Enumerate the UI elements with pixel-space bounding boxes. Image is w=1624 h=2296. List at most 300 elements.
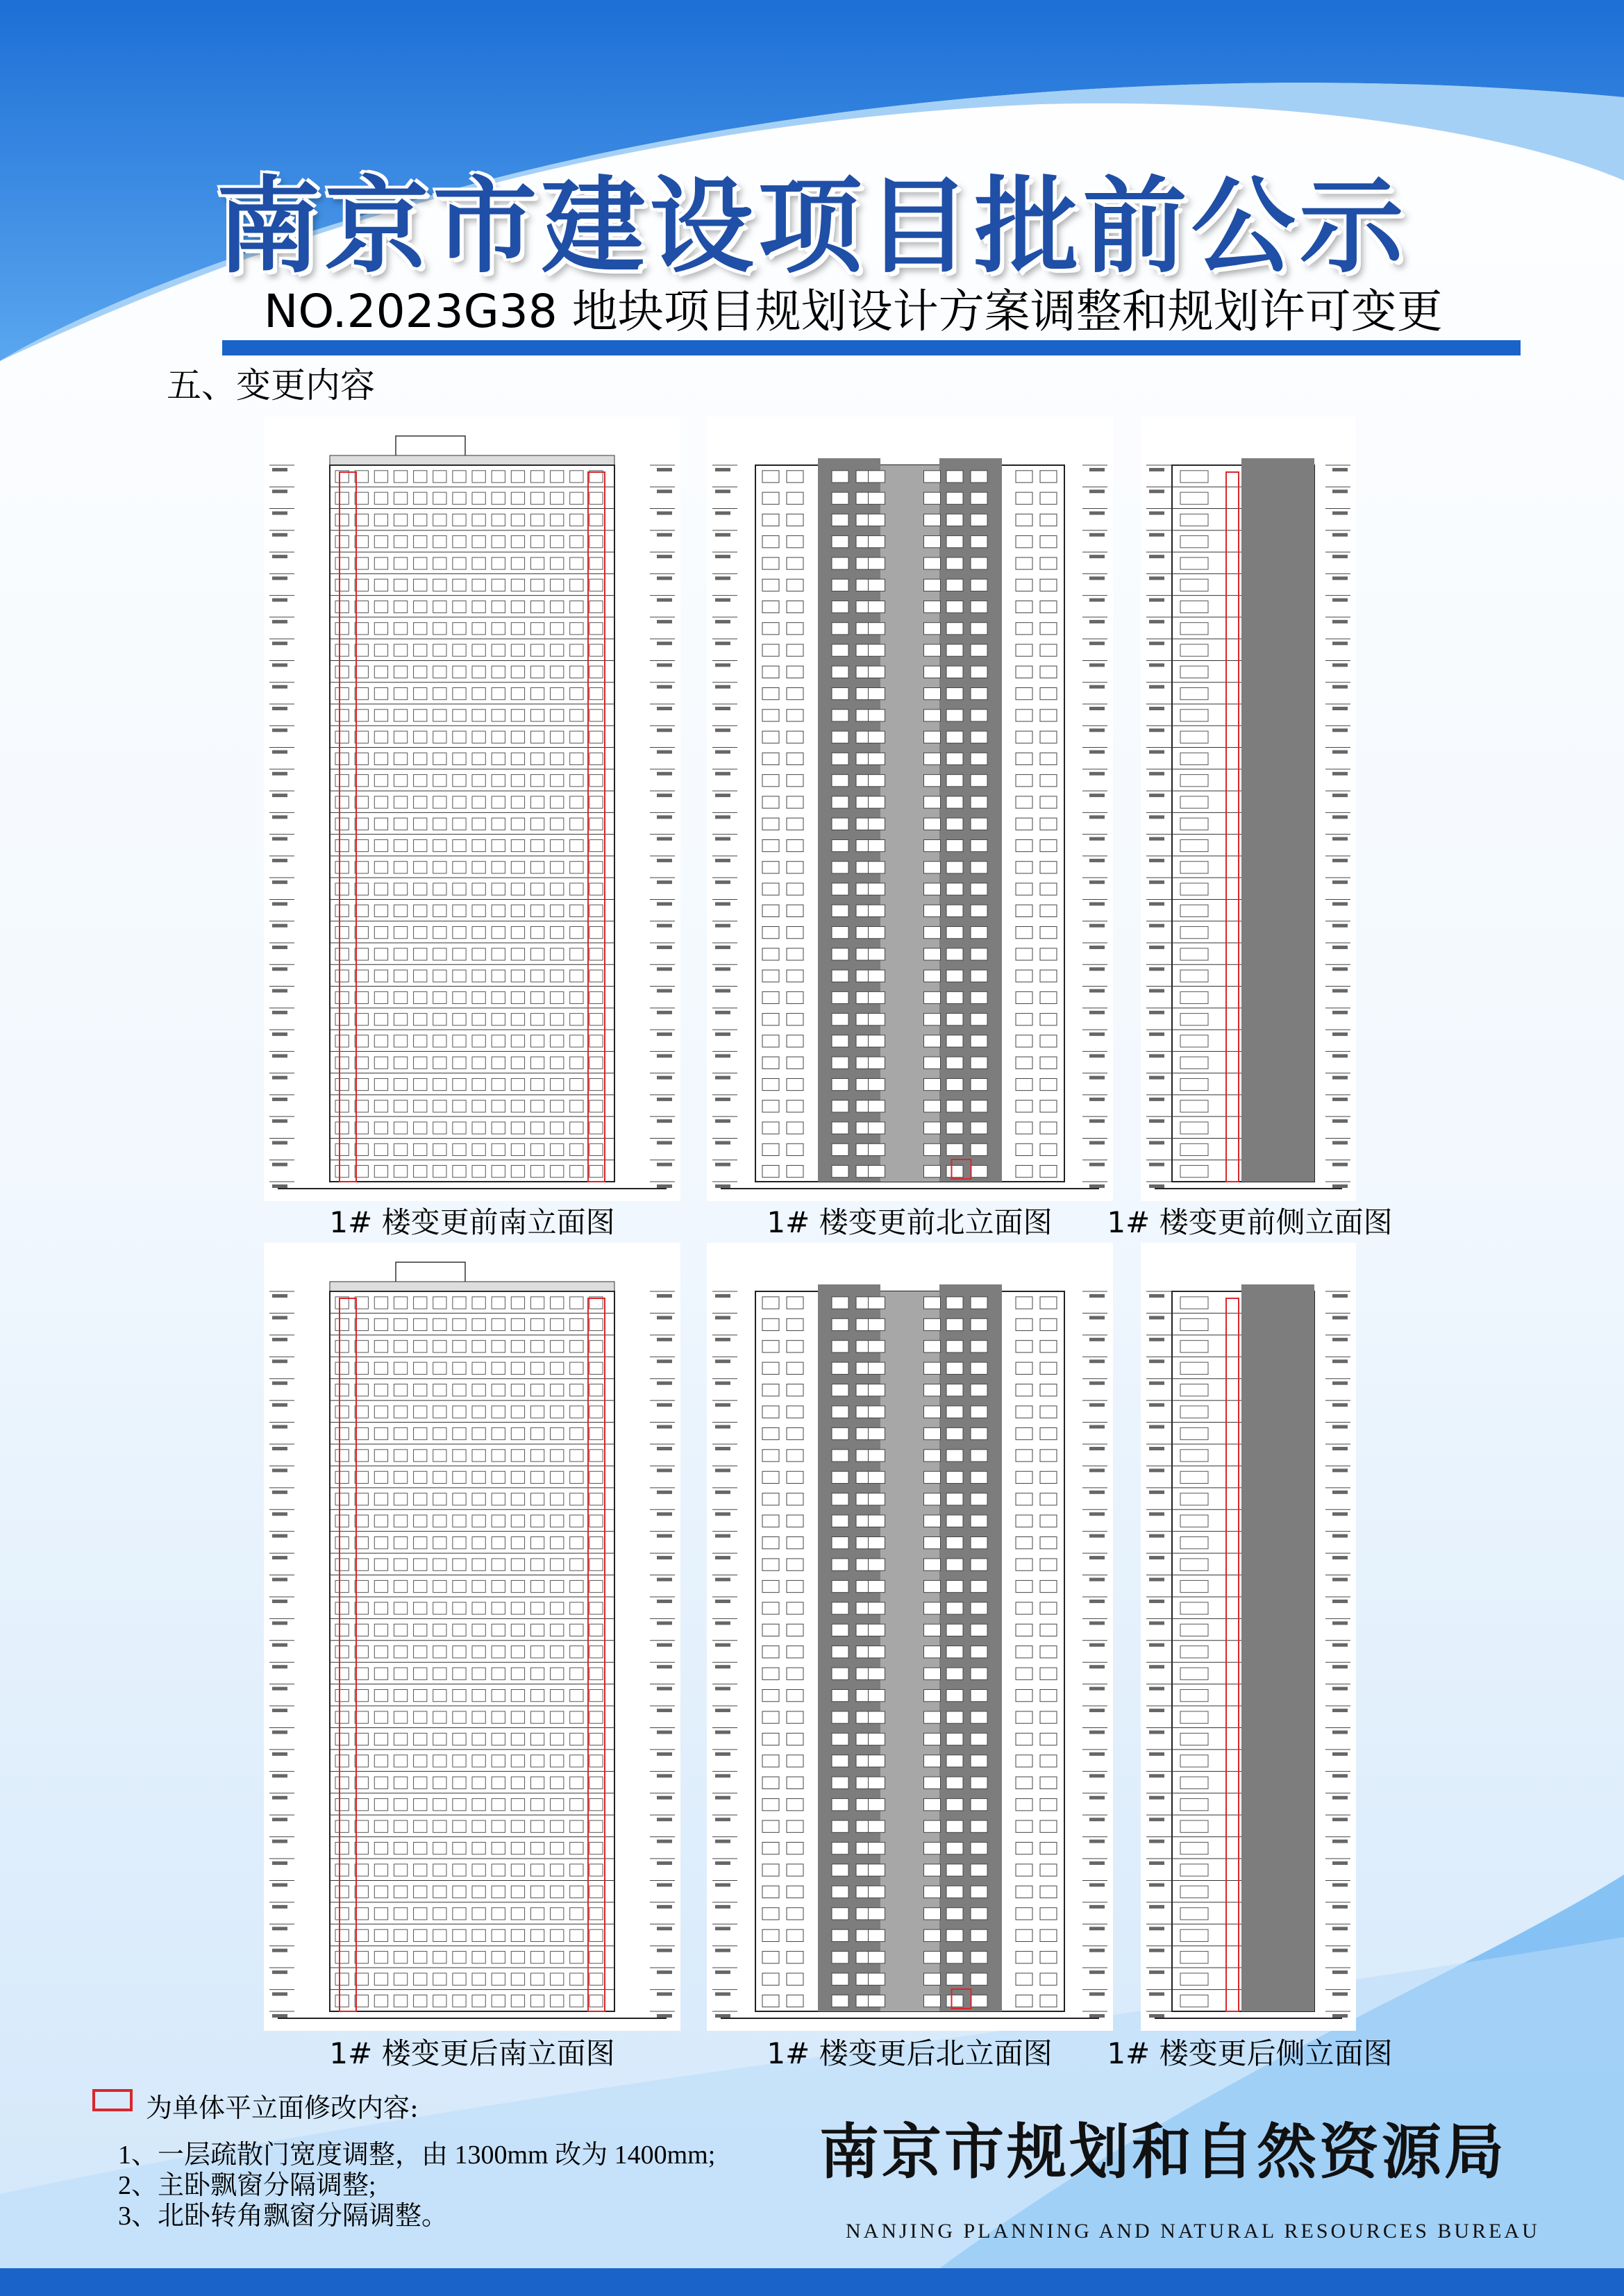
- window: [787, 1602, 803, 1614]
- level-label-mark: [1332, 1665, 1348, 1668]
- window: [762, 1450, 779, 1461]
- window: [971, 536, 987, 548]
- window: [1016, 558, 1032, 569]
- window: [832, 818, 848, 830]
- window: [946, 1624, 963, 1636]
- window: [832, 1820, 848, 1832]
- window: [971, 1755, 987, 1767]
- window: [1016, 1799, 1032, 1811]
- window: [869, 1624, 885, 1636]
- level-label-mark: [657, 837, 672, 841]
- window: [762, 710, 779, 721]
- level-label-mark: [1149, 1163, 1164, 1166]
- window: [762, 796, 779, 808]
- level-label-mark: [1332, 1403, 1348, 1407]
- level-label-mark: [657, 1119, 672, 1123]
- window: [787, 1689, 803, 1701]
- window: [762, 1035, 779, 1047]
- level-label-mark: [272, 1949, 287, 1952]
- window: [946, 1711, 963, 1723]
- level-label-mark: [1332, 1927, 1348, 1930]
- level-label-mark: [715, 1447, 730, 1450]
- window: [832, 796, 848, 808]
- level-label-mark: [715, 1338, 730, 1341]
- window: [762, 1100, 779, 1112]
- window: [762, 1602, 779, 1614]
- window: [869, 970, 885, 982]
- window: [924, 1450, 941, 1461]
- level-label-mark: [1149, 751, 1164, 754]
- window: [971, 1143, 987, 1155]
- window: [787, 1537, 803, 1549]
- level-label-mark: [1149, 728, 1164, 732]
- level-label-mark: [1332, 1338, 1348, 1341]
- level-label-mark: [1149, 642, 1164, 645]
- page-title: 南京市建设项目批前公示: [216, 165, 1408, 287]
- window: [1016, 1668, 1032, 1679]
- window: [762, 1842, 779, 1854]
- window: [787, 623, 803, 635]
- window: [762, 492, 779, 504]
- window: [832, 927, 848, 939]
- level-label-mark: [715, 751, 730, 754]
- window: [946, 471, 963, 483]
- window: [787, 1929, 803, 1941]
- window: [971, 558, 987, 569]
- window: [787, 1559, 803, 1570]
- level-label-mark: [657, 555, 672, 558]
- level-label-mark: [1149, 1534, 1164, 1538]
- window: [787, 1864, 803, 1876]
- note-item: 3、北卧转角飘窗分隔调整。: [118, 2202, 449, 2231]
- window: [832, 1427, 848, 1439]
- level-label-mark: [715, 2014, 730, 2018]
- level-label-mark: [1089, 1883, 1105, 1886]
- window: [1040, 536, 1057, 548]
- window: [832, 1537, 848, 1549]
- window: [1016, 1908, 1032, 1920]
- window: [869, 1057, 885, 1069]
- level-label-mark: [272, 946, 287, 949]
- window: [924, 775, 941, 787]
- level-label-mark: [1332, 1447, 1348, 1450]
- window: [787, 1842, 803, 1854]
- window: [1040, 710, 1057, 721]
- window: [924, 1842, 941, 1854]
- window: [869, 471, 885, 483]
- level-label-mark: [657, 598, 672, 602]
- window: [924, 1318, 941, 1330]
- window: [787, 905, 803, 916]
- window: [832, 1842, 848, 1854]
- level-label-mark: [715, 1382, 730, 1385]
- window: [762, 991, 779, 1003]
- window: [787, 1624, 803, 1636]
- level-label-mark: [1332, 859, 1348, 862]
- window: [946, 1341, 963, 1352]
- window: [1016, 1450, 1032, 1461]
- window: [971, 1100, 987, 1112]
- window: [787, 1668, 803, 1679]
- window: [762, 1143, 779, 1155]
- window: [924, 1427, 941, 1439]
- level-label-mark: [1089, 1076, 1105, 1080]
- level-label-mark: [272, 533, 287, 537]
- window: [832, 1799, 848, 1811]
- level-label-mark: [657, 1076, 672, 1080]
- level-label-mark: [657, 1927, 672, 1930]
- window: [924, 731, 941, 743]
- level-label-mark: [1089, 859, 1105, 862]
- window: [762, 948, 779, 960]
- drawing-panel-north-after: [707, 1243, 1113, 2031]
- window: [946, 579, 963, 591]
- level-label-mark: [657, 1294, 672, 1298]
- level-label-mark: [1332, 1294, 1348, 1298]
- window: [1040, 905, 1057, 916]
- level-label-mark: [272, 1665, 287, 1668]
- window: [832, 1864, 848, 1876]
- level-label-mark: [1332, 642, 1348, 645]
- level-label-mark: [1149, 1752, 1164, 1756]
- window: [1016, 1646, 1032, 1658]
- level-label-mark: [1089, 533, 1105, 537]
- level-label-mark: [1149, 1491, 1164, 1494]
- window: [762, 623, 779, 635]
- window: [787, 1450, 803, 1461]
- level-label-mark: [272, 1316, 287, 1319]
- window: [869, 1515, 885, 1527]
- window: [762, 1559, 779, 1570]
- window: [787, 666, 803, 678]
- window: [787, 710, 803, 721]
- window: [869, 1646, 885, 1658]
- window: [787, 1646, 803, 1658]
- window: [832, 710, 848, 721]
- level-label-mark: [1149, 1382, 1164, 1385]
- window: [946, 1777, 963, 1788]
- level-label-mark: [1089, 1949, 1105, 1952]
- level-label-mark: [272, 576, 287, 580]
- window: [971, 1559, 987, 1570]
- window: [946, 514, 963, 526]
- level-label-mark: [1332, 1970, 1348, 1974]
- level-label-mark: [1332, 576, 1348, 580]
- level-label-mark: [1089, 555, 1105, 558]
- level-label-mark: [1089, 1774, 1105, 1777]
- level-label-mark: [715, 707, 730, 710]
- level-label-mark: [715, 1665, 730, 1668]
- window: [787, 991, 803, 1003]
- window: [1016, 1100, 1032, 1112]
- window: [1016, 1886, 1032, 1897]
- window: [946, 731, 963, 743]
- level-label-mark: [1332, 1709, 1348, 1712]
- window: [832, 579, 848, 591]
- level-label-mark: [1089, 1359, 1105, 1363]
- level-label-mark: [1089, 1578, 1105, 1582]
- window: [787, 1057, 803, 1069]
- level-label-mark: [657, 1687, 672, 1691]
- window: [787, 558, 803, 569]
- window: [924, 1143, 941, 1155]
- window: [762, 927, 779, 939]
- level-label-mark: [657, 1338, 672, 1341]
- level-label-mark: [272, 1818, 287, 1821]
- window: [924, 1886, 941, 1897]
- level-label-mark: [715, 1512, 730, 1516]
- window: [762, 1908, 779, 1920]
- window: [832, 644, 848, 656]
- window: [832, 492, 848, 504]
- window: [924, 558, 941, 569]
- level-label-mark: [1149, 967, 1164, 971]
- window: [762, 1406, 779, 1418]
- window: [762, 1755, 779, 1767]
- window: [924, 1057, 941, 1069]
- window: [946, 1689, 963, 1701]
- level-label-mark: [657, 1600, 672, 1603]
- window: [1016, 927, 1032, 939]
- window: [1040, 1166, 1057, 1178]
- window: [787, 579, 803, 591]
- window: [1016, 1297, 1032, 1309]
- window: [971, 1624, 987, 1636]
- window: [971, 579, 987, 591]
- level-label-mark: [1332, 620, 1348, 623]
- level-label-mark: [657, 1468, 672, 1472]
- window: [869, 839, 885, 851]
- window: [869, 818, 885, 830]
- window: [787, 1515, 803, 1527]
- window: [832, 1711, 848, 1723]
- window: [762, 579, 779, 591]
- level-label-mark: [1149, 1076, 1164, 1080]
- window: [832, 1602, 848, 1614]
- window: [832, 471, 848, 483]
- level-label-mark: [657, 1359, 672, 1363]
- level-label-mark: [1149, 1447, 1164, 1450]
- window: [832, 1908, 848, 1920]
- elevation-drawing: [264, 1243, 680, 2031]
- level-label-mark: [1089, 1556, 1105, 1559]
- level-label-mark: [1149, 989, 1164, 993]
- caption-north-before: 1# 楼变更前北立面图: [767, 1205, 1053, 1239]
- level-label-mark: [715, 967, 730, 971]
- window: [1016, 1777, 1032, 1788]
- window: [832, 753, 848, 764]
- window: [1016, 1078, 1032, 1090]
- window: [869, 1318, 885, 1330]
- window: [869, 1406, 885, 1418]
- window: [869, 492, 885, 504]
- window: [946, 883, 963, 895]
- level-label-mark: [1332, 837, 1348, 841]
- window: [971, 1580, 987, 1592]
- window: [1040, 927, 1057, 939]
- window: [971, 1035, 987, 1047]
- level-label-mark: [715, 1774, 730, 1777]
- level-label-mark: [1332, 751, 1348, 754]
- level-label-mark: [1332, 512, 1348, 515]
- window: [787, 1908, 803, 1920]
- level-label-mark: [1089, 1730, 1105, 1734]
- level-label-mark: [715, 1184, 730, 1188]
- level-label-mark: [1089, 1643, 1105, 1647]
- level-label-mark: [657, 1621, 672, 1625]
- window: [787, 644, 803, 656]
- caption-south-before: 1# 楼变更前南立面图: [329, 1205, 615, 1239]
- window: [762, 644, 779, 656]
- level-label-mark: [1332, 1359, 1348, 1363]
- agency-name-cn: 南京市规划和自然资源局: [819, 2117, 1507, 2187]
- level-label-mark: [1332, 1141, 1348, 1144]
- level-label-mark: [715, 685, 730, 689]
- level-label-mark: [715, 1491, 730, 1494]
- window: [971, 1014, 987, 1025]
- window: [946, 991, 963, 1003]
- level-label-mark: [1149, 1993, 1164, 1996]
- window: [1040, 1973, 1057, 1985]
- level-label-mark: [715, 620, 730, 623]
- level-label-mark: [272, 1534, 287, 1538]
- level-label-mark: [1089, 1861, 1105, 1865]
- window: [971, 514, 987, 526]
- window: [832, 1995, 848, 2006]
- window: [971, 492, 987, 504]
- window: [1040, 1799, 1057, 1811]
- level-label-mark: [1332, 1011, 1348, 1014]
- window: [1040, 1624, 1057, 1636]
- level-label-mark: [657, 685, 672, 689]
- level-label-mark: [1089, 1927, 1105, 1930]
- window: [971, 1341, 987, 1352]
- window: [762, 1952, 779, 1963]
- window: [869, 1689, 885, 1701]
- level-label-mark: [1089, 1054, 1105, 1057]
- level-label-mark: [272, 1032, 287, 1036]
- window: [971, 1689, 987, 1701]
- window: [971, 948, 987, 960]
- window: [762, 1014, 779, 1025]
- level-label-mark: [1332, 1600, 1348, 1603]
- level-label-mark: [272, 1425, 287, 1429]
- window: [971, 1537, 987, 1549]
- window: [971, 1493, 987, 1505]
- level-label-mark: [657, 1818, 672, 1821]
- window: [1040, 1318, 1057, 1330]
- window: [762, 753, 779, 764]
- window: [832, 862, 848, 873]
- window: [762, 905, 779, 916]
- window: [1016, 1842, 1032, 1854]
- level-label-mark: [1332, 1752, 1348, 1756]
- level-label-mark: [1089, 1403, 1105, 1407]
- window: [762, 1799, 779, 1811]
- window: [924, 927, 941, 939]
- level-label-mark: [1149, 1687, 1164, 1691]
- window: [1016, 970, 1032, 982]
- level-label-mark: [715, 1294, 730, 1298]
- window: [946, 905, 963, 916]
- window: [924, 492, 941, 504]
- level-label-mark: [657, 1774, 672, 1777]
- window: [762, 1864, 779, 1876]
- window: [971, 731, 987, 743]
- window: [971, 1450, 987, 1461]
- level-label-mark: [272, 555, 287, 558]
- window: [946, 1297, 963, 1309]
- window: [1040, 1559, 1057, 1570]
- caption-south-after: 1# 楼变更后南立面图: [329, 2036, 615, 2070]
- level-label-mark: [657, 1709, 672, 1712]
- window: [869, 1842, 885, 1854]
- window: [924, 1100, 941, 1112]
- level-label-mark: [1089, 772, 1105, 776]
- window: [1040, 1450, 1057, 1461]
- level-label-mark: [657, 902, 672, 905]
- window: [787, 1122, 803, 1134]
- level-label-mark: [1332, 707, 1348, 710]
- level-label-mark: [715, 946, 730, 949]
- window: [1040, 1952, 1057, 1963]
- window: [1016, 688, 1032, 700]
- window: [832, 1362, 848, 1374]
- window: [1016, 601, 1032, 612]
- window: [1016, 1624, 1032, 1636]
- window: [787, 1493, 803, 1505]
- level-label-mark: [1089, 1468, 1105, 1472]
- window: [1016, 1341, 1032, 1352]
- window: [787, 1427, 803, 1439]
- level-label-mark: [715, 1425, 730, 1429]
- window: [924, 1864, 941, 1876]
- window: [832, 1777, 848, 1788]
- window: [1016, 1537, 1032, 1549]
- window: [1016, 818, 1032, 830]
- window: [1040, 1929, 1057, 1941]
- window: [762, 1973, 779, 1985]
- window: [869, 1777, 885, 1788]
- window: [1016, 1471, 1032, 1483]
- window: [869, 1755, 885, 1767]
- window: [971, 775, 987, 787]
- window: [869, 948, 885, 960]
- level-label-mark: [1332, 1512, 1348, 1516]
- window: [946, 536, 963, 548]
- level-label-mark: [715, 598, 730, 602]
- window: [1040, 1493, 1057, 1505]
- window: [1040, 1078, 1057, 1090]
- window: [1016, 1864, 1032, 1876]
- level-label-mark: [715, 1468, 730, 1472]
- level-label-mark: [1089, 1119, 1105, 1123]
- level-label-mark: [1332, 815, 1348, 819]
- level-label-mark: [1089, 794, 1105, 797]
- window: [869, 775, 885, 787]
- level-label-mark: [657, 1184, 672, 1188]
- level-label-mark: [1089, 576, 1105, 580]
- level-label-mark: [1149, 533, 1164, 537]
- window: [1040, 1297, 1057, 1309]
- window: [762, 1362, 779, 1374]
- window: [832, 1668, 848, 1679]
- level-label-mark: [1149, 1709, 1164, 1712]
- window: [869, 1100, 885, 1112]
- window: [946, 1755, 963, 1767]
- level-label-mark: [657, 533, 672, 537]
- drawing-panel-side-before: [1141, 417, 1356, 1201]
